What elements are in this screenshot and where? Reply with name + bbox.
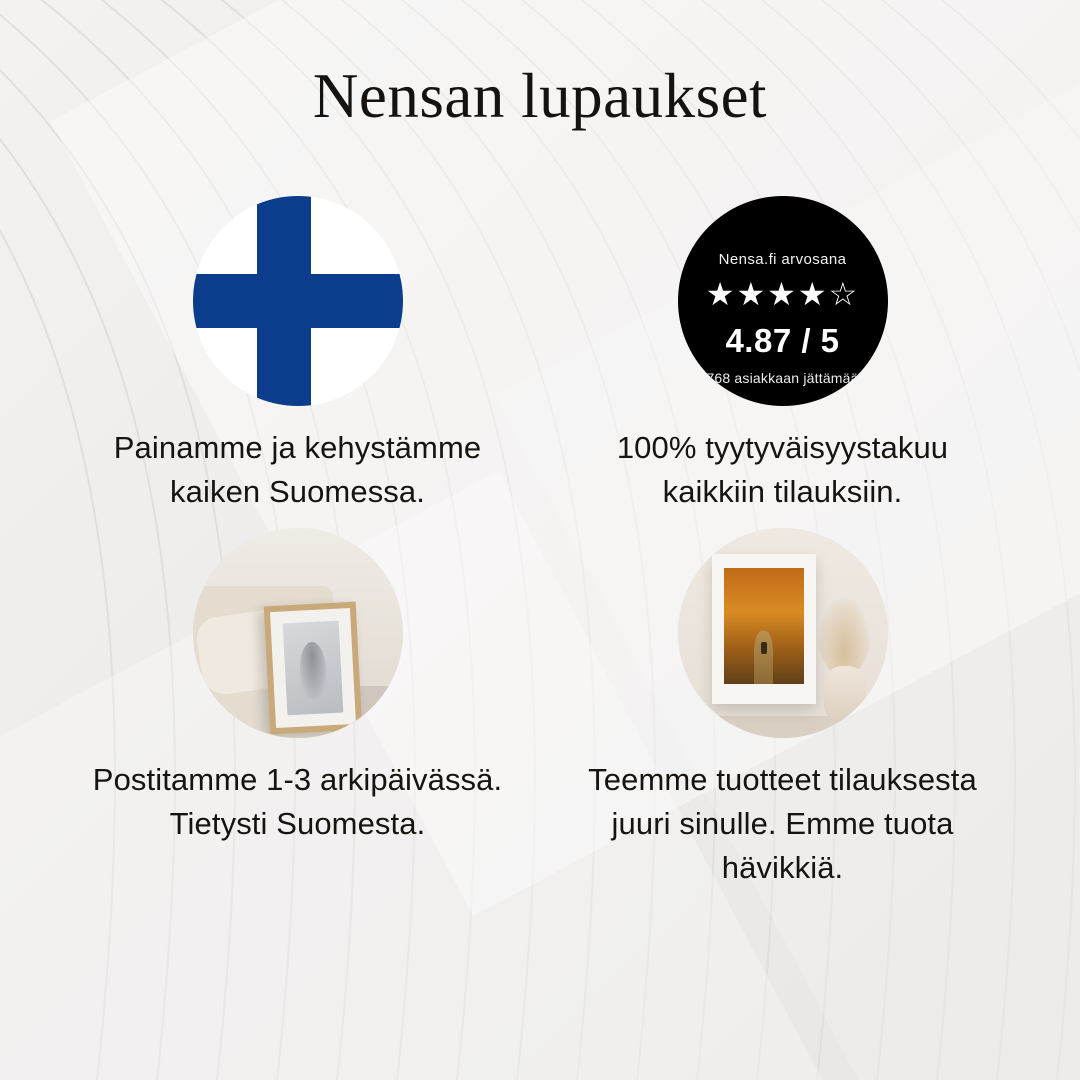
photo-artwork [282,621,343,716]
rating-badge [678,196,888,406]
photo-artwork-figure [298,642,328,700]
star-rating-icon: ★★★★☆ [705,275,860,312]
promise-grid [60,196,1020,890]
photo-artwork-path [754,631,773,684]
photo-autumn-artwork [724,568,804,684]
promise-item-satisfaction-guarantee [545,196,1020,514]
promise-caption: Postitamme 1-3 arkipäivässä. Tietysti Suomesta. [92,762,503,842]
promise-caption: 100% tyytyväisyystakuu kaikkiin tilauksiin. [616,430,949,510]
photo-vase [824,666,866,720]
photo-picture-frame [712,554,816,704]
rating-source-label: Nensa.fi arvosana [718,250,847,268]
promise-item-shipping-time [60,528,535,890]
promise-item-finland-printing [60,196,535,514]
photo-frame-mat [270,608,356,728]
flag-vertical-bar [257,196,311,406]
rating-score: 4.87 / 5 [725,321,840,359]
promise-item-made-to-order [545,528,1020,890]
photo-dried-grass [818,598,870,676]
page-title: Nensan lupaukset [312,61,768,131]
finland-flag-icon [193,196,403,406]
photo-picture-frame [263,602,362,735]
framed-print-photo [193,528,403,738]
promise-caption: Teemme tuotteet tilauksesta juuri sinulle. Emme tuota hävikkiä. [588,762,977,886]
promise-caption: Painamme ja kehystämme kaiken Suomessa. [113,430,482,510]
autumn-print-photo [678,528,888,738]
photo-artwork-person [761,642,767,654]
rating-count: 768 asiakkaan jättämää [706,369,859,386]
